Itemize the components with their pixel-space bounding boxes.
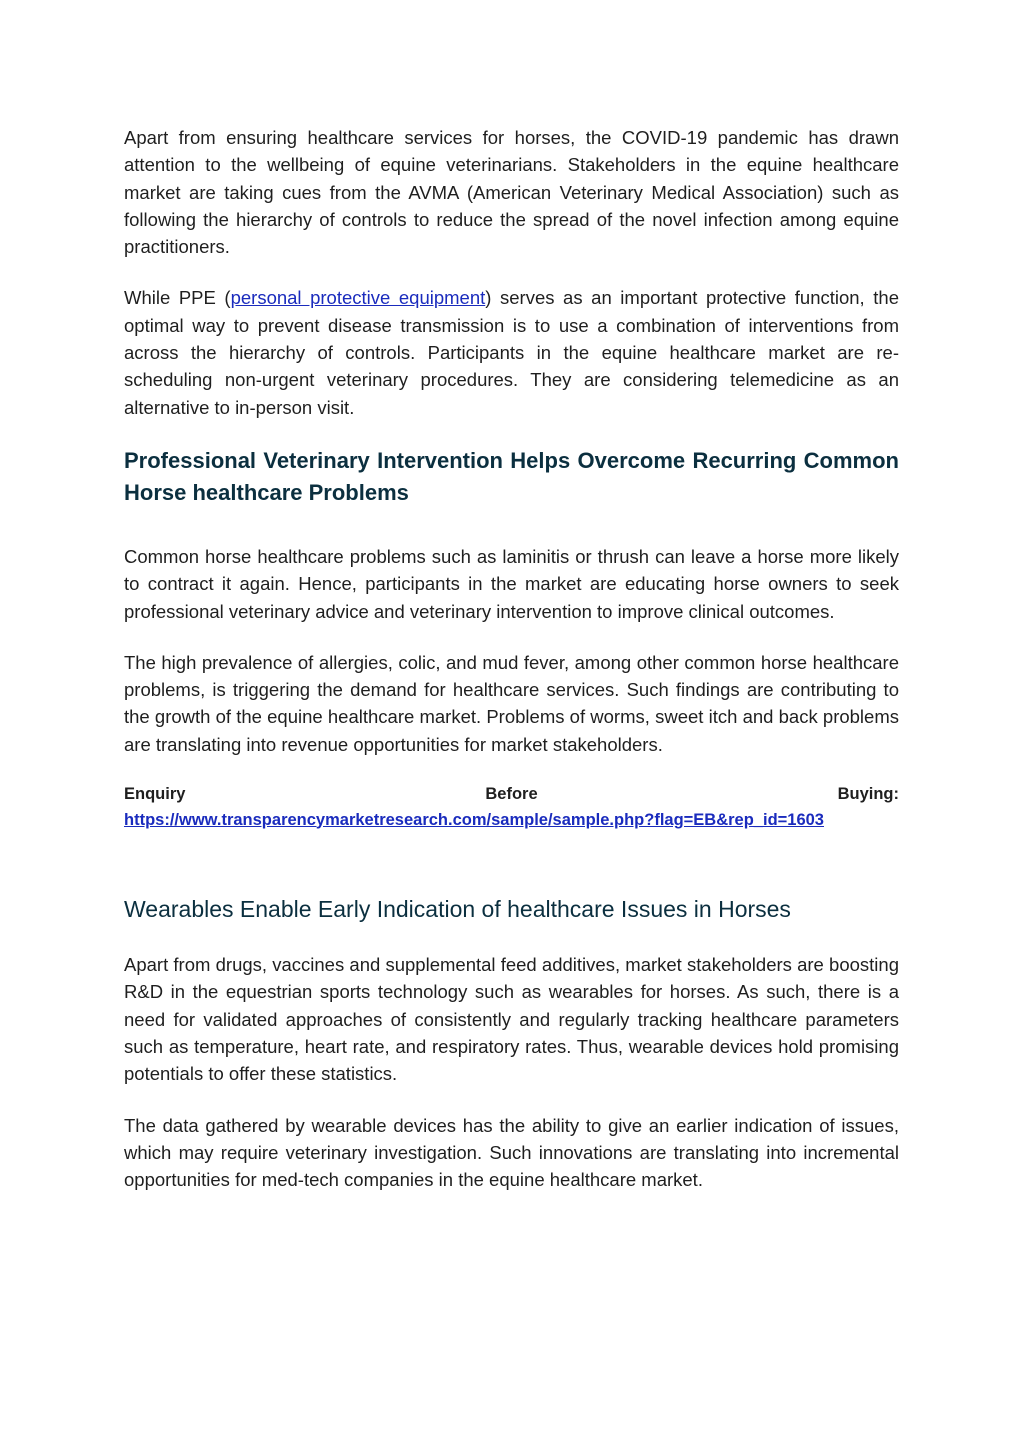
enquiry-word-3: Buying: [837,785,899,804]
enquiry-word-1: Enquiry [124,785,186,804]
paragraph-common-problems: Common horse healthcare problems such as laminitis or thrush can leave a horse more likely to contract it again. Hence, participants in the market are educating horse owners to seek professional veterinary advice and veterinary intervention to improve clinical outcomes. [124,545,899,622]
paragraph-covid-vets: Apart from ensuring healthcare services for horses, the COVID-19 pandemic has drawn attention to the wellbeing of equine veterinarians. Stakeholders in the equine healthcare market are taking cues from the AVMA (American Veterinary Medical Association) such as following the hierarchy of controls to reduce the spread of the novel infection among equine practitioners. [124,127,899,258]
enquiry-link[interactable]: https://www.transparencymarketresearch.com/sample/sample.php?flag=EB&rep_id=1603 [124,810,824,829]
section-heading-veterinary-intervention: Professional Veterinary Intervention Helps Overcome Recurring Common Horse healthcare Problems [124,447,899,505]
ppe-text-before: While PPE ( [124,287,231,309]
enquiry-label [124,782,899,808]
paragraph-prevalence: The high prevalence of allergies, colic, and mud fever, among other common horse healthcare problems, is triggering the demand for healthcare services. Such findings are contributing to the growth of the equine healthcare market. Problems of worms, sweet itch and back problems are translating into revenue opportunities for market stakeholders. [124,651,899,755]
document-page [124,124,899,1217]
paragraph-wearables: Apart from drugs, vaccines and supplemental feed additives, market stakeholders are boosting R&D in the equestrian sports technology such as wearables for horses. As such, there is a need for validated approaches of consistently and regularly tracking healthcare parameters such as temperature, heart rate, and respiratory rates. Thus, wearable devices hold promising potentials to offer these statistics. [124,954,899,1085]
ppe-text-after: ) serves as an important protective function, the optimal way to prevent disease transmission is to use a combination of interventions from across the hierarchy of controls. Participants in the equine healthcare market are re-scheduling non-urgent veterinary procedures. They are considering telemedicine as an alternative to in-person visit. [124,287,899,418]
ppe-link[interactable]: personal protective equipment [230,287,486,309]
paragraph-ppe [124,284,899,420]
enquiry-word-2: Before [485,785,538,804]
paragraph-data-gathered: The data gathered by wearable devices has the ability to give an earlier indication of issues, which may require veterinary investigation. Such innovations are translating into incremental opportunities for med-tech companies in the equine healthcare market. [124,1114,899,1191]
enquiry-block [124,782,899,833]
section-heading-wearables: Wearables Enable Early Indication of healthcare Issues in Horses [124,896,791,923]
